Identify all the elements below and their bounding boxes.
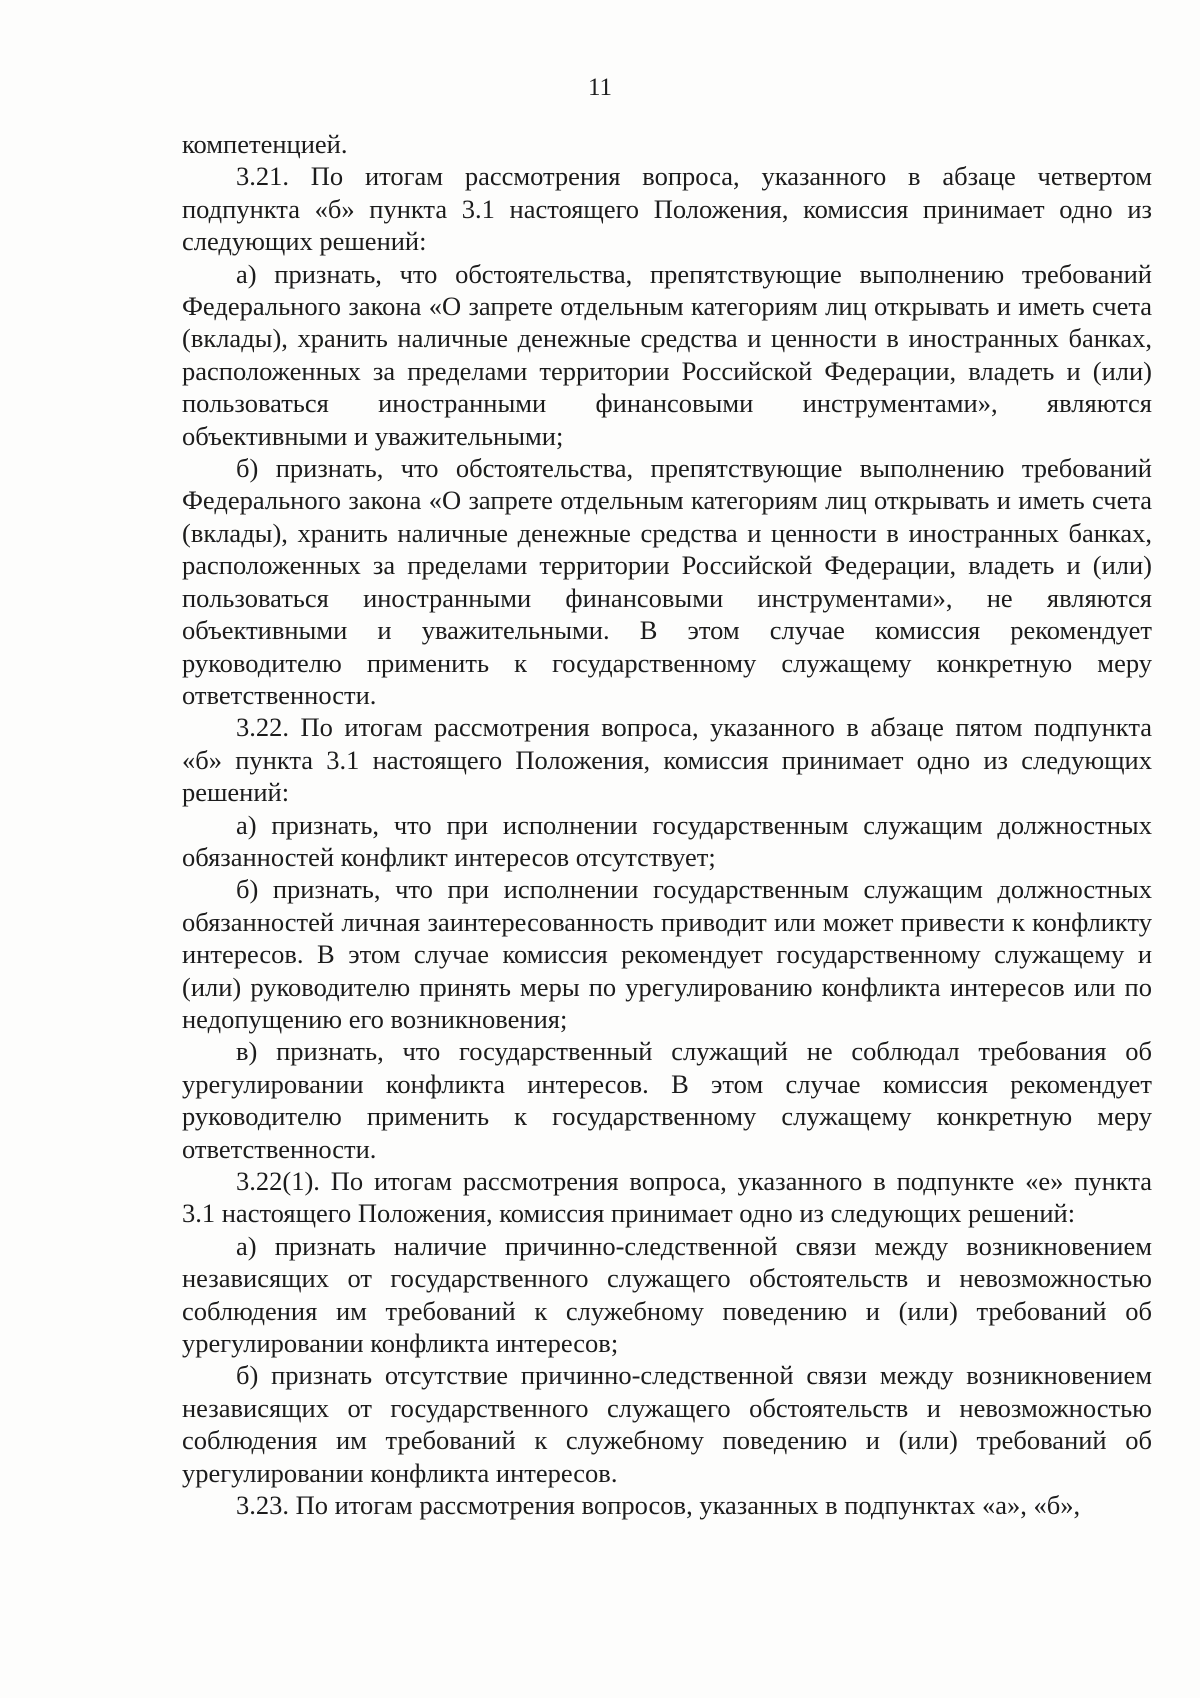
paragraph-3-22-b: б) признать, что при исполнении государственным служащим должностных обязанностей личная заинтересованность приводит или может привести к конфликту интересов. В этом случае комиссия рекомендует государственному служащему и (или) руководителю принять меры по урегулированию конфликта интересов или по недопущению его возникновения; — [182, 874, 1152, 1034]
page-number: 11 — [587, 74, 613, 101]
paragraph-3-22-1-a: а) признать наличие причинно-следственной связи между возникновением независящих от государственного служащего обстоятельств и невозможностью соблюдения им требований к служебному поведению и (или) требований об урегулировании конфликта интересов; — [182, 1230, 1152, 1359]
paragraph-3-22-1-b: б) признать отсутствие причинно-следственной связи между возникновением независящих от государственного служащего обстоятельств и невозможностью соблюдения им требований к служебному поведению и (или) требований об урегулировании конфликта интересов. — [182, 1360, 1152, 1488]
paragraph-3-21-a: а) признать, что обстоятельства, препятствующие выполнению требований Федерального закона «О запрете отдельным категориям лиц открывать и иметь счета (вклады), хранить наличные денежные средства и ценности в иностранных банках, расположенных за пределами территории Российской Федерации, владеть и (или) пользоваться иностранными финансовыми инструментами», являются объективными и уважительными; — [182, 258, 1152, 451]
paragraph-3-21: 3.21. По итогам рассмотрения вопроса, указанного в абзаце четвертом подпункта «б» пункта 3.1 настоящего Положения, комиссия принимает одно из следующих решений: — [182, 161, 1152, 257]
paragraph-3-21-b: б) признать, что обстоятельства, препятствующие выполнению требований Федерального закона «О запрете отдельным категориям лиц открывать и иметь счета (вклады), хранить наличные денежные средства и ценности в иностранных банках, расположенных за пределами территории Российской Федерации, владеть и (или) пользоваться иностранными финансовыми инструментами», не являются объективными и уважительными. В этом случае комиссия рекомендует руководителю применить к государственному служащему конкретную меру ответственности. — [182, 453, 1152, 710]
paragraph-3-22-v: в) признать, что государственный служащий не соблюдал требования об урегулировании конфликта интересов. В этом случае комиссия рекомендует руководителю применить к государственному служащему конкретную меру ответственности. — [182, 1036, 1152, 1164]
paragraph-3-22-a: а) признать, что при исполнении государственным служащим должностных обязанностей конфликт интересов отсутствует; — [182, 809, 1152, 872]
paragraph-3-22: 3.22. По итогам рассмотрения вопроса, указанного в абзаце пятом подпункта «б» пункта 3.1 настоящего Положения, комиссия принимает одно из следующих решений: — [182, 712, 1152, 808]
paragraph-3-23: 3.23. По итогам рассмотрения вопросов, указанных в подпунктах «а», «б», — [236, 1490, 1081, 1521]
document-body — [182, 128, 1152, 1521]
paragraph-3-22-1: 3.22(1). По итогам рассмотрения вопроса, указанного в подпункте «е» пункта 3.1 настоящего Положения, комиссия принимает одно из следующих решений: — [182, 1166, 1152, 1229]
paragraph-continuation: компетенцией. — [182, 129, 348, 159]
